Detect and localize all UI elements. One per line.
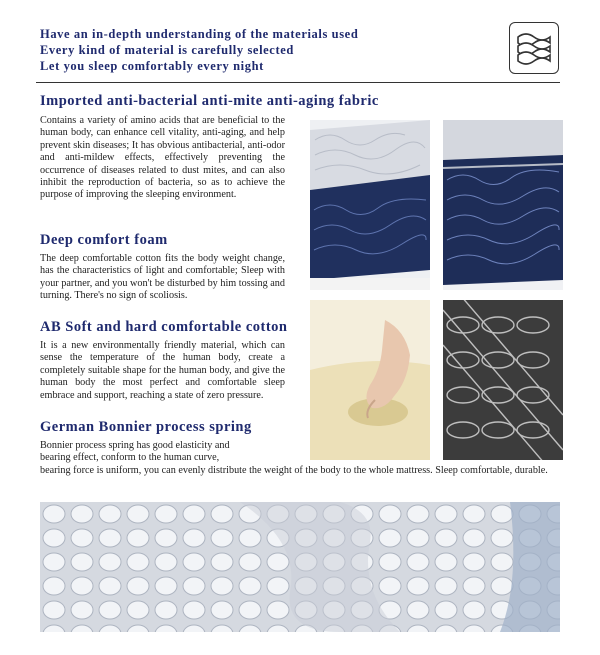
section-title-cotton: AB Soft and hard comfortable cotton — [40, 319, 288, 335]
section-title-spring: German Bonnier process spring — [40, 419, 252, 435]
foam-press-photo — [310, 300, 430, 460]
mattress-edge-photo — [310, 120, 430, 290]
section-title-fabric: Imported anti-bacterial anti-mite anti-aging fabric — [40, 93, 379, 109]
mattress-corner-photo — [443, 120, 563, 290]
section-title-foam: Deep comfort foam — [40, 232, 168, 248]
section-body-cotton: It is a new environmentally friendly material, which can sense the temperature of the human body, create a completely suitable shape for the human body, and give the human body the most perfect and comfortable sleep embrace and support, reaching a state of zero pressure. — [40, 340, 285, 401]
header-text-block — [40, 26, 358, 74]
header-line-3: Let you sleep comfortably every night — [40, 59, 264, 73]
quilted-fabric-photo — [40, 502, 560, 632]
section-body-fabric: Contains a variety of amino acids that are beneficial to the human body, can enhance cell vitality, anti-aging, and help prevent skin diseases; It has obvious antibacterial, anti-odor and anti-mildew effects, effectively preventing the occurrence of diseases related to dust mites, and can also inhibit the reproduction of bacteria, so as to achieve the purpose of improving the sleeping environment. — [40, 115, 285, 201]
header-line-2: Every kind of material is carefully selected — [40, 43, 294, 57]
spring-body-line-1: Bonnier process spring has good elasticity and — [40, 440, 230, 451]
spring-coils-photo — [443, 300, 563, 460]
section-body-foam: The deep comfortable cotton fits the body weight change, has the characteristics of light and comfortable; Sleep with your partner, and you won't be disturbed by him tossing and turning. There's no sign of scoliosis. — [40, 253, 285, 302]
header-divider — [36, 82, 560, 83]
layered-fabric-icon — [509, 22, 559, 74]
header-line-1: Have an in-depth understanding of the materials used — [40, 27, 359, 41]
spring-body-line-2: bearing effect, conform to the human curve, — [40, 452, 220, 464]
spring-body-line-3: bearing force is uniform, you can evenly distribute the weight of the body to the whole mattress. Sleep comfortable, durable. — [40, 464, 548, 476]
